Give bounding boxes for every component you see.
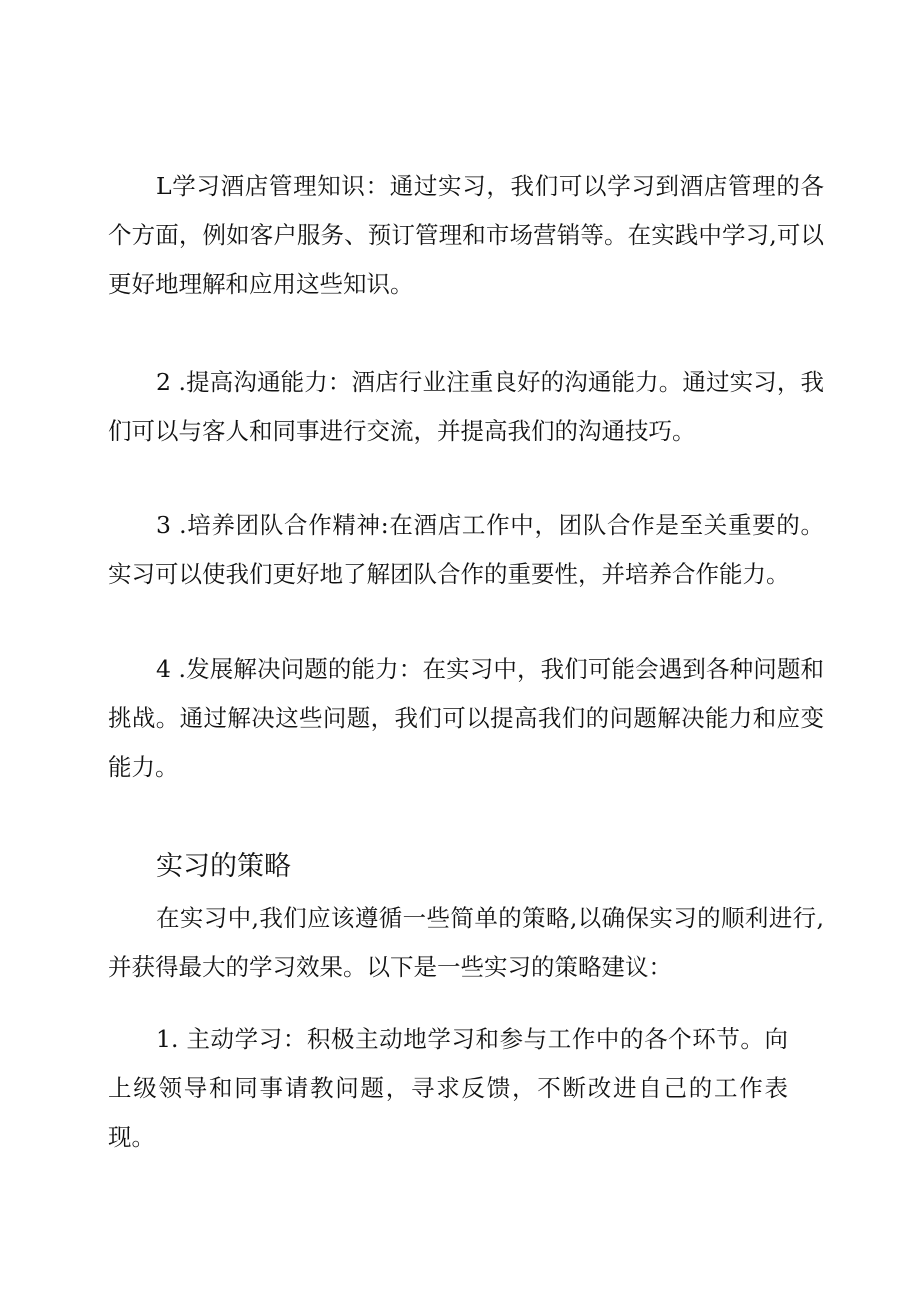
benefit-paragraph-4: 4 .发展解决问题的能力：在实习中，我们可能会遇到各种问题和挑战。通过解决这些问题，我们可以提高我们的问题解决能力和应变能力。 bbox=[108, 655, 824, 781]
document-page bbox=[108, 0, 824, 1301]
strategy-paragraph-1: 1. 主动学习：积极主动地学习和参与工作中的各个环节。向上级领导和同事请教问题，寻求反馈，不断改进自己的工作表现。 bbox=[108, 1025, 788, 1151]
benefit-paragraph-1: L学习酒店管理知识：通过实习，我们可以学习到酒店管理的各个方面，例如客户服务、预订管理和市场营销等。在实践中学习,可以更好地理解和应用这些知识。 bbox=[108, 172, 824, 298]
section-heading: 实习的策略 bbox=[156, 851, 291, 882]
section-intro-paragraph: 在实习中,我们应该遵循一些简单的策略,以确保实习的顺利进行,并获得最大的学习效果。以下是一些实习的策略建议： bbox=[108, 904, 824, 981]
benefit-paragraph-2: 2 .提高沟通能力：酒店行业注重良好的沟通能力。通过实习，我们可以与客人和同事进行交流，并提高我们的沟通技巧。 bbox=[108, 368, 824, 445]
benefit-paragraph-3: 3 .培养团队合作精神:在酒店工作中，团队合作是至关重要的。实习可以使我们更好地了解团队合作的重要性，并培养合作能力。 bbox=[108, 511, 824, 588]
